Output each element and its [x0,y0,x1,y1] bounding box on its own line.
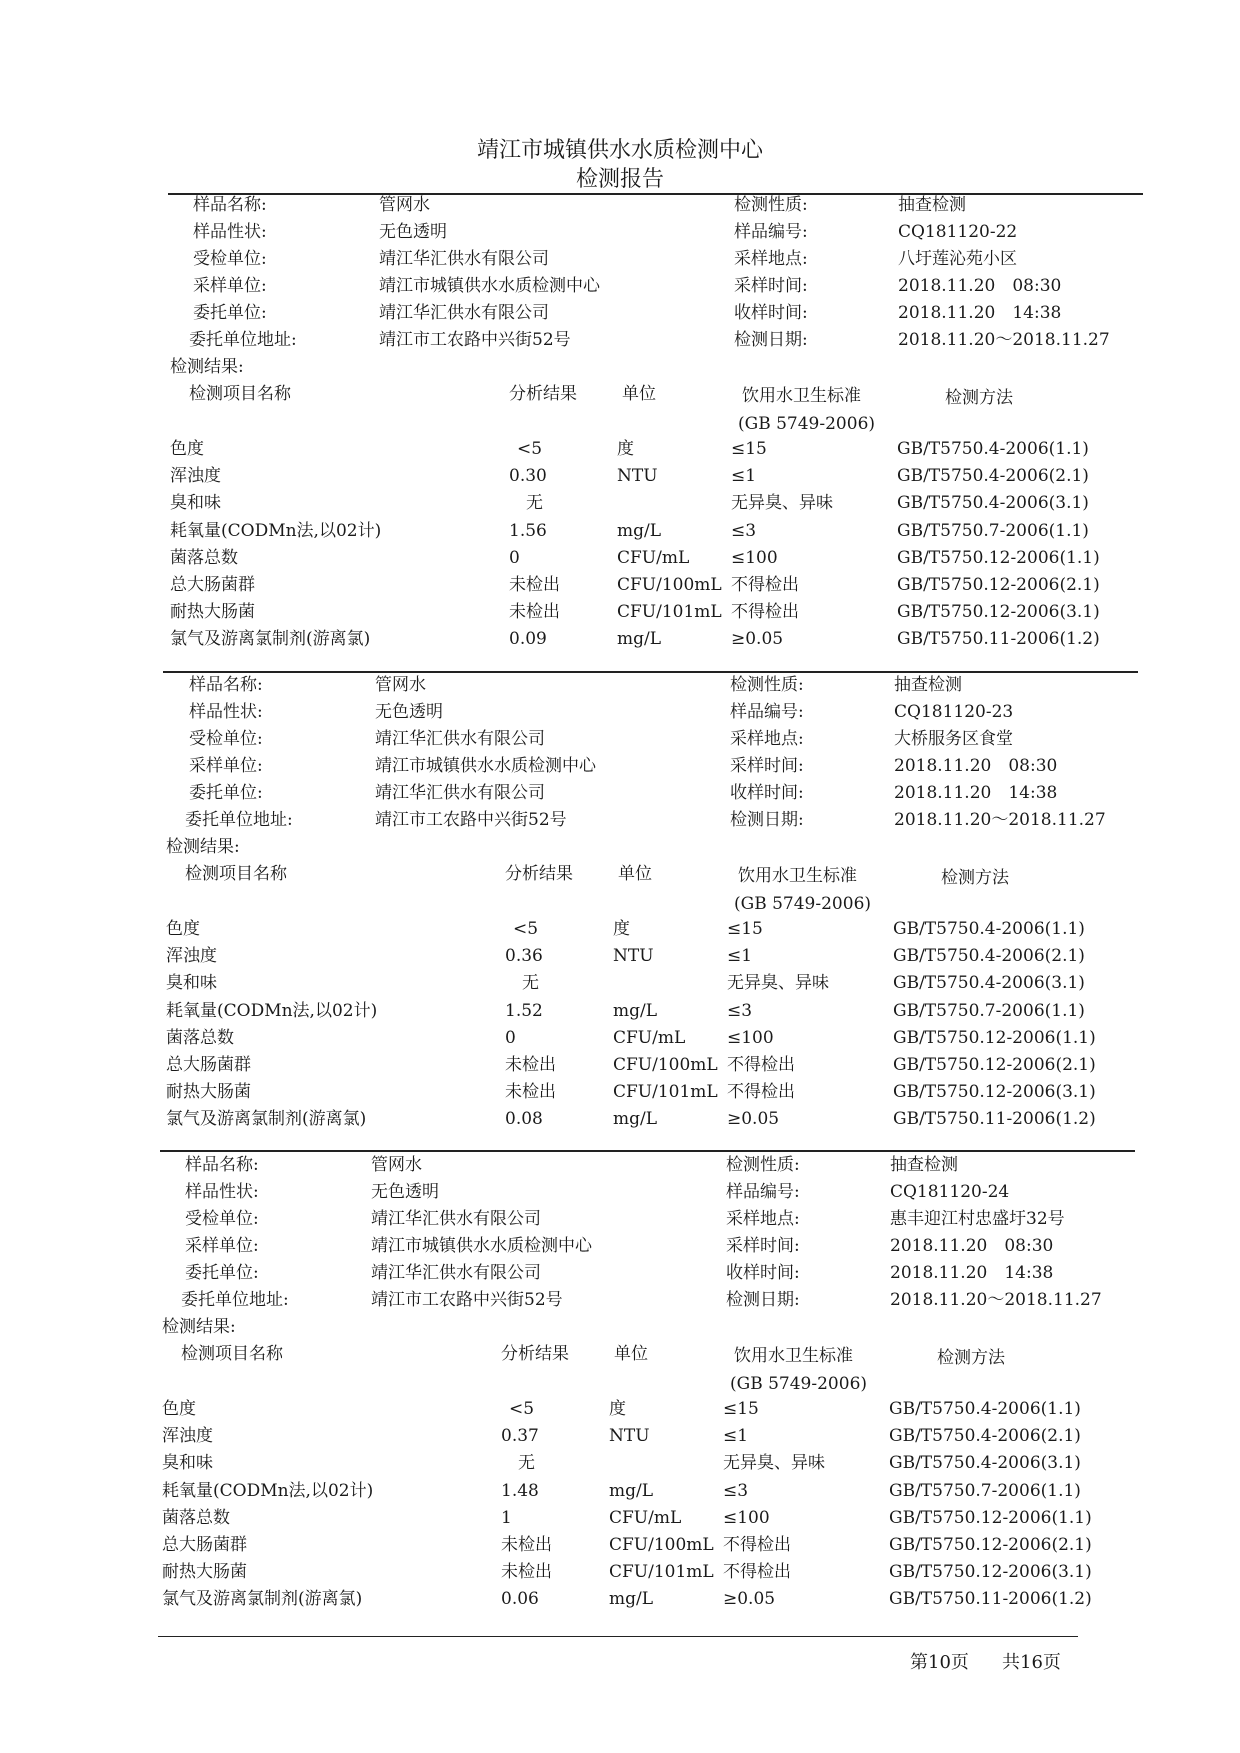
info-label: 检测日期: [726,1290,800,1310]
result-value: 未检出 [509,575,560,595]
unit: NTU [617,466,658,486]
col-header-standard-code: (GB 5749-2006) [738,414,876,434]
method: GB/T5750.12-2006(1.1) [893,1028,1096,1048]
unit: mg/L [613,1109,658,1129]
result-value: 0.08 [505,1109,543,1129]
result-value: <5 [509,1399,535,1419]
result-value: 无 [518,1453,535,1473]
method: GB/T5750.4-2006(2.1) [897,466,1089,486]
info-value: 无色透明 [379,222,447,242]
info-value: 抽查检测 [898,195,966,215]
method: GB/T5750.12-2006(3.1) [897,602,1100,622]
info-value: 管网水 [379,195,430,215]
result-value: 无 [522,973,539,993]
unit: 度 [617,439,634,459]
col-header-item: 检测项目名称 [185,864,287,884]
info-label: 收样时间: [734,303,808,323]
info-label: 采样时间: [726,1236,800,1256]
info-value: 靖江市城镇供水水质检测中心 [371,1236,592,1256]
info-value: 2018.11.20 14:38 [898,303,1062,323]
item-name: 菌落总数 [166,1028,234,1048]
report-subtitle: 检测报告 [575,167,664,192]
item-name: 总大肠菌群 [170,575,255,595]
info-label: 样品编号: [726,1182,800,1202]
info-value: 靖江华汇供水有限公司 [379,303,549,323]
info-label: 采样地点: [730,729,804,749]
unit: CFU/100mL [609,1535,714,1555]
result-value: 0.09 [509,629,547,649]
info-value: 2018.11.20～2018.11.27 [894,810,1106,830]
info-label: 检测日期: [734,330,808,350]
method: GB/T5750.12-2006(2.1) [893,1055,1096,1075]
col-header-standard-code: (GB 5749-2006) [730,1374,868,1394]
info-label: 受检单位: [193,249,267,269]
info-label: 采样时间: [730,756,804,776]
sample-section [0,480,1236,1129]
sample-section [0,0,1240,649]
standard-limit: ≤100 [727,1028,774,1048]
result-value: <5 [513,919,539,939]
info-label: 样品性状: [193,222,267,242]
info-value: 2018.11.20～2018.11.27 [890,1290,1102,1310]
standard-limit: ≤3 [727,1001,753,1021]
col-header-unit: 单位 [614,1344,648,1364]
info-value: 靖江华汇供水有限公司 [375,783,545,803]
result-value: 无 [526,493,543,513]
item-name: 色度 [162,1399,196,1419]
method: GB/T5750.12-2006(1.1) [897,548,1100,568]
page-number: 第10页 [910,1652,969,1673]
unit: NTU [609,1426,650,1446]
unit: CFU/101mL [609,1562,714,1582]
unit: mg/L [617,521,662,541]
item-name: 浑浊度 [166,946,217,966]
method: GB/T5750.4-2006(2.1) [893,946,1085,966]
info-value: 2018.11.20～2018.11.27 [898,330,1110,350]
info-label: 委托单位: [185,1263,259,1283]
standard-limit: 不得检出 [731,602,799,622]
result-value: 0.37 [501,1426,539,1446]
info-value: CQ181120-23 [894,702,1014,722]
result-value: 未检出 [505,1055,556,1075]
unit: CFU/101mL [617,602,722,622]
method: GB/T5750.7-2006(1.1) [897,521,1089,541]
item-name: 氯气及游离氯制剂(游离氯) [162,1589,363,1609]
method: GB/T5750.11-2006(1.2) [897,629,1100,649]
col-header-result: 分析结果 [505,864,573,884]
info-label: 检测性质: [730,675,804,695]
method: GB/T5750.12-2006(2.1) [889,1535,1092,1555]
footer-divider [158,1636,1078,1637]
item-name: 耗氧量(CODMn法,以02计) [170,521,382,541]
info-value: 无色透明 [371,1182,439,1202]
method: GB/T5750.12-2006(1.1) [889,1508,1092,1528]
standard-limit: ≤100 [731,548,778,568]
unit: CFU/100mL [613,1055,718,1075]
method: GB/T5750.4-2006(1.1) [893,919,1085,939]
standard-limit: ≤1 [727,946,753,966]
info-value: 靖江市城镇供水水质检测中心 [375,756,596,776]
unit: mg/L [609,1481,654,1501]
unit: NTU [613,946,654,966]
standard-limit: ≤1 [723,1426,749,1446]
standard-limit: 不得检出 [727,1055,795,1075]
method: GB/T5750.7-2006(1.1) [893,1001,1085,1021]
info-label: 委托单位地址: [185,810,293,830]
item-name: 色度 [170,439,204,459]
standard-limit: ≥0.05 [727,1109,780,1129]
info-label: 样品名称: [193,195,267,215]
method: GB/T5750.12-2006(3.1) [889,1562,1092,1582]
method: GB/T5750.4-2006(1.1) [897,439,1089,459]
method: GB/T5750.7-2006(1.1) [889,1481,1081,1501]
result-value: 0.36 [505,946,543,966]
info-label: 受检单位: [189,729,263,749]
item-name: 氯气及游离氯制剂(游离氯) [166,1109,367,1129]
item-name: 耐热大肠菌 [166,1082,251,1102]
info-value: 靖江市工农路中兴街52号 [375,810,567,830]
result-value: <5 [517,439,543,459]
info-value: 2018.11.20 14:38 [890,1263,1054,1283]
standard-limit: 无异臭、异味 [727,973,829,993]
result-value: 0 [509,548,520,568]
method: GB/T5750.4-2006(2.1) [889,1426,1081,1446]
sample-section [0,960,1232,1609]
item-name: 浑浊度 [170,466,221,486]
info-label: 样品性状: [189,702,263,722]
info-value: 抽查检测 [890,1155,958,1175]
item-name: 菌落总数 [170,548,238,568]
method: GB/T5750.4-2006(3.1) [889,1453,1081,1473]
col-header-result: 分析结果 [509,384,577,404]
method: GB/T5750.11-2006(1.2) [889,1589,1092,1609]
info-value: 惠丰迎江村忠盛圩32号 [890,1209,1065,1229]
result-value: 未检出 [505,1082,556,1102]
unit: CFU/101mL [613,1082,718,1102]
item-name: 耐热大肠菌 [170,602,255,622]
results-label: 检测结果: [162,1317,236,1337]
standard-limit: ≤3 [723,1481,749,1501]
page-total: 共16页 [1002,1652,1061,1673]
standard-limit: ≤15 [731,439,767,459]
results-label: 检测结果: [166,837,240,857]
info-label: 受检单位: [185,1209,259,1229]
info-label: 检测性质: [726,1155,800,1175]
item-name: 色度 [166,919,200,939]
info-label: 样品性状: [185,1182,259,1202]
unit: mg/L [609,1589,654,1609]
col-header-unit: 单位 [618,864,652,884]
standard-limit: ≥0.05 [723,1589,776,1609]
info-value: 管网水 [375,675,426,695]
info-label: 委托单位地址: [189,330,297,350]
info-value: 2018.11.20 08:30 [890,1236,1054,1256]
standard-limit: 无异臭、异味 [731,493,833,513]
result-value: 0.30 [509,466,547,486]
info-value: 2018.11.20 08:30 [898,276,1062,296]
result-value: 1.52 [505,1001,543,1021]
method: GB/T5750.4-2006(3.1) [893,973,1085,993]
result-value: 0.06 [501,1589,539,1609]
col-header-item: 检测项目名称 [189,384,291,404]
standard-limit: ≤100 [723,1508,770,1528]
item-name: 耐热大肠菌 [162,1562,247,1582]
unit: CFU/100mL [617,575,722,595]
result-value: 未检出 [501,1562,552,1582]
result-value: 1.48 [501,1481,539,1501]
standard-limit: ≤3 [731,521,757,541]
col-header-standard: 饮用水卫生标准 [734,1346,853,1366]
info-value: CQ181120-24 [890,1182,1010,1202]
unit: 度 [609,1399,626,1419]
item-name: 耗氧量(CODMn法,以02计) [166,1001,378,1021]
info-value: 靖江市城镇供水水质检测中心 [379,276,600,296]
info-label: 采样单位: [185,1236,259,1256]
col-header-standard-code: (GB 5749-2006) [734,894,872,914]
col-header-method: 检测方法 [937,1348,1005,1368]
info-value: CQ181120-22 [898,222,1018,242]
info-label: 采样地点: [726,1209,800,1229]
method: GB/T5750.4-2006(1.1) [889,1399,1081,1419]
info-value: 靖江华汇供水有限公司 [371,1263,541,1283]
col-header-standard: 饮用水卫生标准 [738,866,857,886]
standard-limit: 不得检出 [731,575,799,595]
item-name: 总大肠菌群 [166,1055,251,1075]
item-name: 臭和味 [166,973,217,993]
item-name: 臭和味 [162,1453,213,1473]
info-label: 委托单位: [193,303,267,323]
info-value: 2018.11.20 14:38 [894,783,1058,803]
info-label: 采样地点: [734,249,808,269]
standard-limit: 不得检出 [723,1535,791,1555]
standard-limit: ≤15 [723,1399,759,1419]
info-label: 检测性质: [734,195,808,215]
info-label: 收样时间: [726,1263,800,1283]
info-label: 委托单位: [189,783,263,803]
item-name: 浑浊度 [162,1426,213,1446]
result-value: 1.56 [509,521,547,541]
info-label: 样品编号: [730,702,804,722]
info-value: 靖江华汇供水有限公司 [379,249,549,269]
method: GB/T5750.11-2006(1.2) [893,1109,1096,1129]
info-label: 委托单位地址: [181,1290,289,1310]
result-value: 未检出 [501,1535,552,1555]
info-value: 2018.11.20 08:30 [894,756,1058,776]
item-name: 臭和味 [170,493,221,513]
result-value: 1 [501,1508,512,1528]
info-label: 采样时间: [734,276,808,296]
info-label: 样品名称: [185,1155,259,1175]
info-value: 抽查检测 [894,675,962,695]
col-header-method: 检测方法 [941,868,1009,888]
col-header-standard: 饮用水卫生标准 [742,386,861,406]
method: GB/T5750.12-2006(3.1) [893,1082,1096,1102]
info-value: 靖江华汇供水有限公司 [375,729,545,749]
info-label: 采样单位: [193,276,267,296]
info-label: 检测日期: [730,810,804,830]
info-value: 靖江市工农路中兴街52号 [371,1290,563,1310]
item-name: 总大肠菌群 [162,1535,247,1555]
standard-limit: 无异臭、异味 [723,1453,825,1473]
info-label: 收样时间: [730,783,804,803]
result-value: 0 [505,1028,516,1048]
info-value: 靖江市工农路中兴街52号 [379,330,571,350]
info-label: 样品名称: [189,675,263,695]
info-label: 采样单位: [189,756,263,776]
unit: mg/L [613,1001,658,1021]
info-value: 管网水 [371,1155,422,1175]
standard-limit: ≤15 [727,919,763,939]
method: GB/T5750.12-2006(2.1) [897,575,1100,595]
results-label: 检测结果: [170,357,244,377]
method: GB/T5750.4-2006(3.1) [897,493,1089,513]
standard-limit: ≤1 [731,466,757,486]
item-name: 氯气及游离氯制剂(游离氯) [170,629,371,649]
info-value: 无色透明 [375,702,443,722]
standard-limit: ≥0.05 [731,629,784,649]
col-header-method: 检测方法 [945,388,1013,408]
unit: CFU/mL [617,548,690,568]
col-header-item: 检测项目名称 [181,1344,283,1364]
col-header-result: 分析结果 [501,1344,569,1364]
unit: mg/L [617,629,662,649]
standard-limit: 不得检出 [727,1082,795,1102]
info-value: 靖江华汇供水有限公司 [371,1209,541,1229]
result-value: 未检出 [509,602,560,622]
info-label: 样品编号: [734,222,808,242]
standard-limit: 不得检出 [723,1562,791,1582]
col-header-unit: 单位 [622,384,656,404]
info-value: 大桥服务区食堂 [894,729,1013,749]
report-org-title: 靖江市城镇供水水质检测中心 [476,138,763,163]
unit: CFU/mL [609,1508,682,1528]
unit: 度 [613,919,630,939]
item-name: 耗氧量(CODMn法,以02计) [162,1481,374,1501]
info-value: 八圩莲沁苑小区 [898,249,1017,269]
unit: CFU/mL [613,1028,686,1048]
item-name: 菌落总数 [162,1508,230,1528]
